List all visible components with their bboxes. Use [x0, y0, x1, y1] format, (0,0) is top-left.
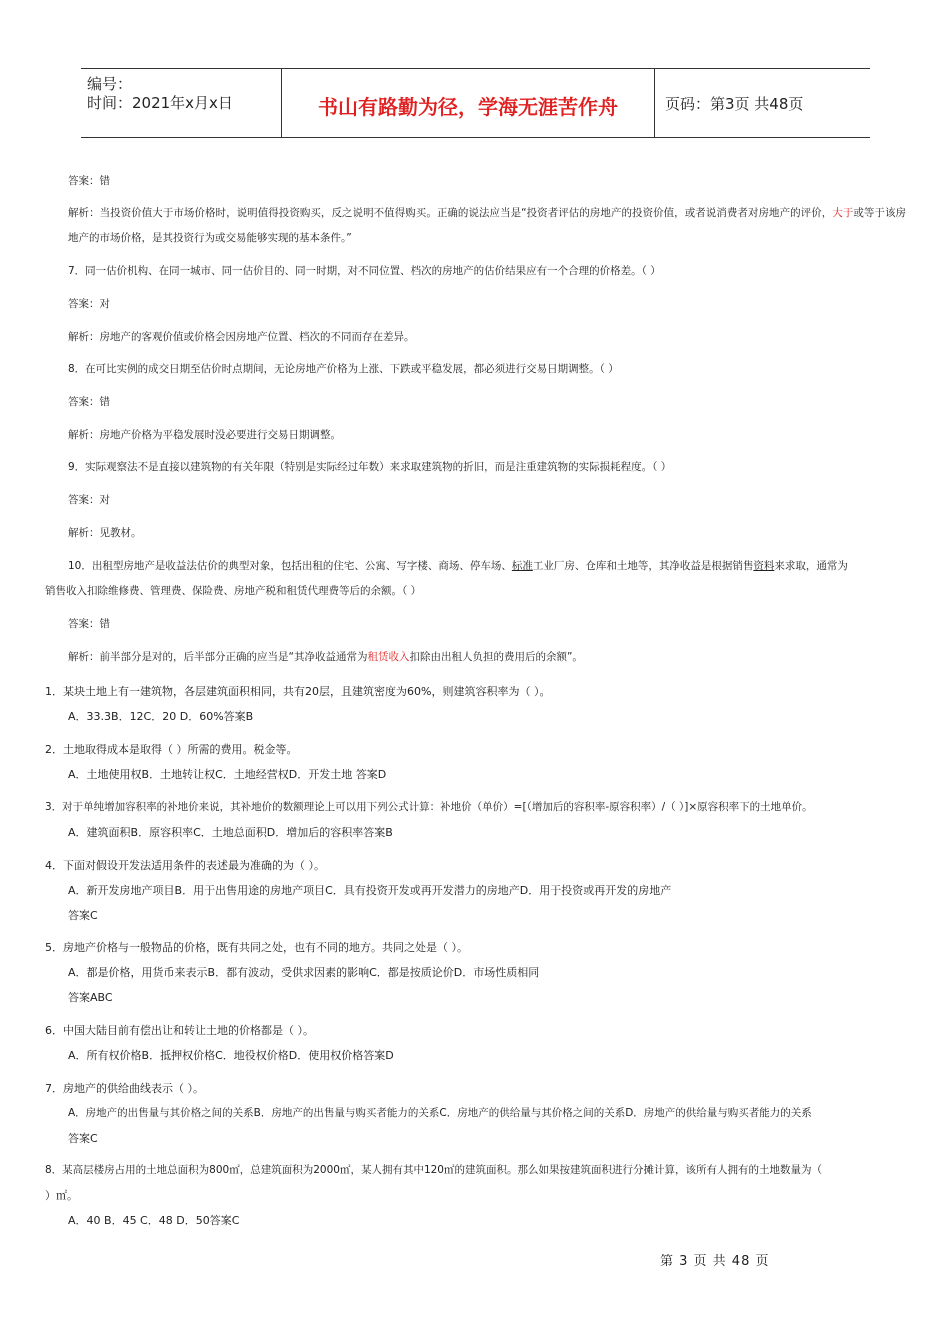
code-label: 编号：	[87, 75, 133, 93]
mc-options-6: A．所有权价格B．抵押权价格C．地役权价格D．使用权价格答案D	[68, 1049, 394, 1062]
page-header	[81, 68, 870, 138]
mc-answer-4: 答案C	[68, 909, 98, 922]
mc-question-6: 6．中国大陆目前有偿出让和转让土地的价格都是（ ）。	[45, 1024, 314, 1037]
question-7: 7．同一估价机构、在同一城市、同一估价目的、同一时期，对不同位置、档次的房地产的估价结果应有一个合理的价格差。（ ）	[68, 265, 661, 277]
highlight-text: 大于	[832, 207, 854, 219]
mc-options-1: A．33.3B．12C．20 D．60%答案B	[68, 710, 254, 723]
explanation-6: 解析：当投资价值大于市场价格时，说明值得投资购买，反之说明不值得购买。正确的说法应当是“投资者评估的房地产的投资价值，或者说消费者对房地产的评价，大于或等于该房地产的市场价格，是其投资行为或交易能够实现的基本条件。”	[68, 207, 907, 244]
mc-options-8: A．40 B．45 C．48 D．50答案C	[68, 1214, 240, 1227]
explanation-9: 解析：见教材。	[68, 527, 142, 539]
mc-answer-5: 答案ABC	[68, 991, 113, 1004]
answer-8: 答案：错	[68, 396, 110, 408]
answer-7: 答案：对	[68, 298, 110, 310]
underlined-text: 标准	[511, 560, 533, 572]
underlined-text: 资料	[753, 560, 775, 572]
answer-9: 答案：对	[68, 494, 110, 506]
header-page-cell	[655, 69, 870, 137]
mc-options-5: A．都是价格，用货币来表示B．都有波动，受供求因素的影响C．都是按质论价D．市场性质相同	[68, 966, 540, 979]
question-8: 8．在可比实例的成交日期至估价时点期间，无论房地产价格为上涨、下跌或平稳发展，都必须进行交易日期调整。（ ）	[68, 363, 619, 375]
answer-6: 答案：错	[68, 175, 110, 187]
mc-options-3: A．建筑面积B．原容积率C．土地总面积D．增加后的容积率答案B	[68, 826, 393, 839]
explanation-10: 解析：前半部分是对的，后半部分正确的应当是“其净收益通常为租赁收入扣除由出租人负担的费用后的余额”。	[68, 651, 583, 663]
mc-question-3: 3．对于单纯增加容积率的补地价来说，其补地价的数额理论上可以用下列公式计算：补地价（单价）=[（增加后的容积率-原容积率）/（ ）]×原容积率下的土地单价。	[45, 801, 813, 813]
mc-question-8: 8．某高层楼房占用的土地总面积为800㎡，总建筑面积为2000㎡，某人拥有其中120㎡的建筑面积。那么如果按建筑面积进行分摊计算，该所有人拥有的土地数量为（	[45, 1164, 822, 1176]
header-motto-cell	[282, 69, 655, 137]
mc-question-8-cont: ）㎡。	[45, 1189, 78, 1202]
mc-question-5: 5．房地产价格与一般物品的价格，既有共同之处，也有不同的地方。共同之处是（ ）。	[45, 941, 468, 954]
mc-question-2: 2．土地取得成本是取得（ ）所需的费用。税金等。	[45, 743, 298, 756]
motto: 书山有路勤为径，学海无涯苦作舟	[318, 95, 618, 119]
mc-options-7: A．房地产的出售量与其价格之间的关系B．房地产的出售量与购买者能力的关系C．房地产的供给量与其价格之间的关系D．房地产的供给量与购买者能力的关系	[68, 1107, 812, 1119]
answer-10: 答案：错	[68, 618, 110, 630]
question-10-line2: 销售收入扣除维修费、管理费、保险费、房地产税和租赁代理费等后的余额。（ ）	[45, 585, 422, 597]
header-meta-cell	[81, 69, 282, 137]
mc-options-4: A．新开发房地产项目B．用于出售用途的房地产项目C．具有投资开发或再开发潜力的房地产D．用于投资或再开发的房地产	[68, 884, 672, 897]
question-10-line1: 10．出租型房地产是收益法估价的典型对象，包括出租的住宅、公寓、写字楼、商场、停车场、标准工业厂房、仓库和土地等，其净收益是根据销售资料来求取，通常为	[68, 560, 848, 572]
page-footer: 第 3 页 共 48 页	[660, 1254, 770, 1269]
explanation-7: 解析：房地产的客观价值或价格会因房地产位置、档次的不同而存在差异。	[68, 331, 415, 343]
mc-question-1: 1．某块土地上有一建筑物，各层建筑面积相同，共有20层，且建筑密度为60%，则建筑容积率为（ ）。	[45, 685, 551, 698]
question-9: 9．实际观察法不是直接以建筑物的有关年限（特别是实际经过年数）来求取建筑物的折旧，而是注重建筑物的实际损耗程度。（ ）	[68, 461, 672, 473]
mc-question-4: 4．下面对假设开发法适用条件的表述最为准确的为（ ）。	[45, 859, 325, 872]
highlight-text: 租赁收入	[367, 651, 410, 663]
page-info: 页码：第3页 共48页	[665, 95, 804, 113]
time-label: 时间：2021年x月x日	[87, 94, 233, 112]
mc-answer-7: 答案C	[68, 1132, 98, 1145]
mc-options-2: A．土地使用权B．土地转让权C．土地经营权D．开发土地 答案D	[68, 768, 387, 781]
explanation-8: 解析：房地产价格为平稳发展时没必要进行交易日期调整。	[68, 429, 341, 441]
mc-question-7: 7．房地产的供给曲线表示（ ）。	[45, 1082, 204, 1095]
